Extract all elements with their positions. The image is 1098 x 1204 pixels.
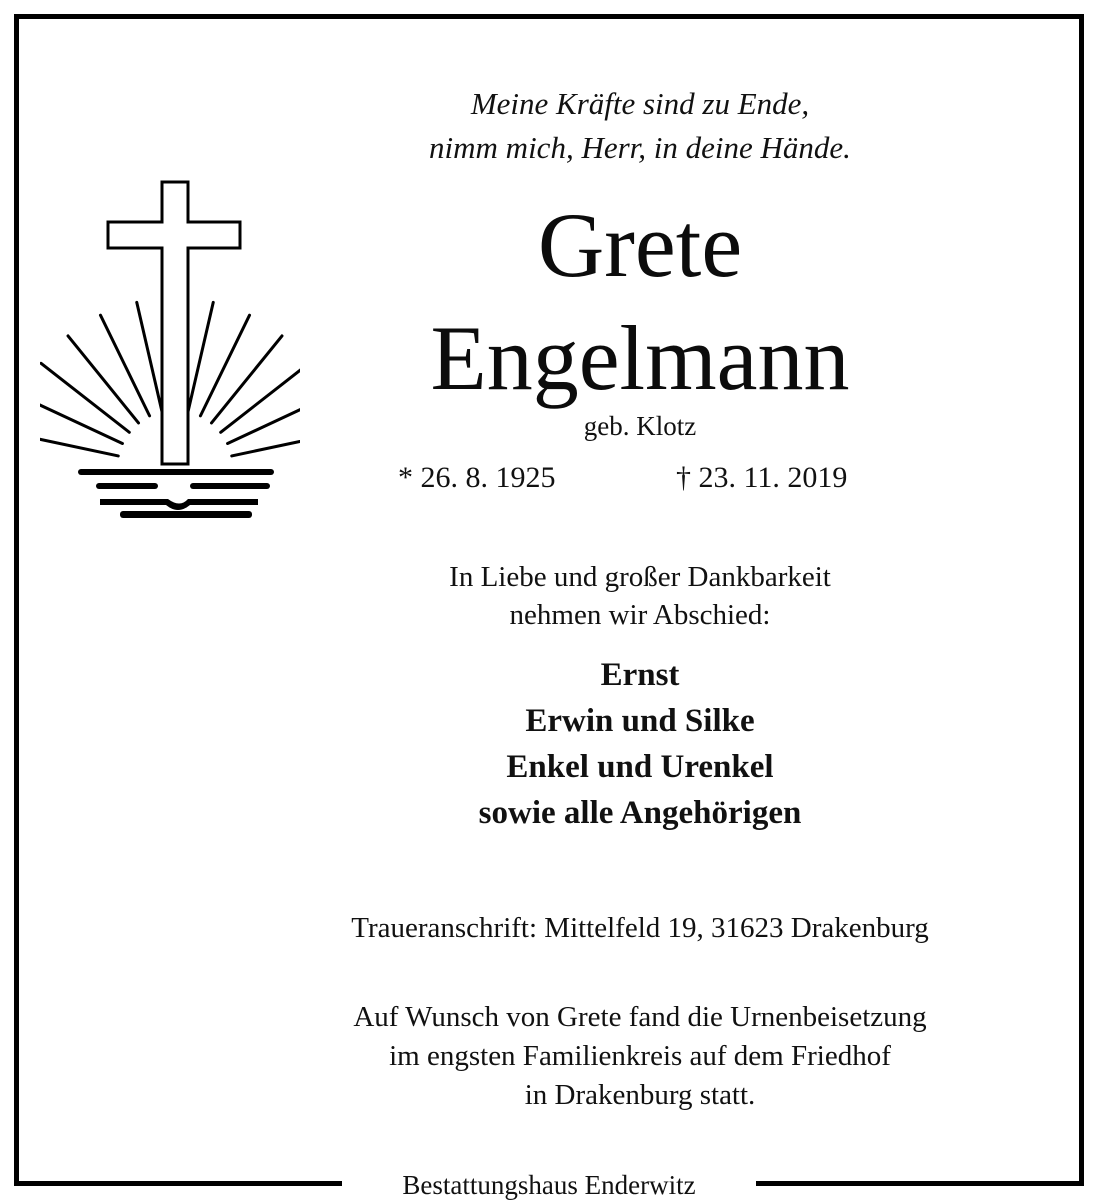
- funeral-home-name: Bestattungshaus Enderwitz: [402, 1170, 696, 1200]
- burial-notice: [230, 998, 1050, 1115]
- death-date: † 23. 11. 2019: [676, 461, 848, 494]
- mourning-address: Traueranschrift: Mittelfeld 19, 31623 Drakenburg: [351, 912, 929, 944]
- notice-line-2: im engsten Familienkreis auf dem Friedhof: [389, 1040, 891, 1072]
- intro-line-2: nehmen wir Abschied:: [509, 599, 771, 631]
- mourner-line: Erwin und Silke: [525, 703, 755, 739]
- sun-ray: [68, 336, 138, 423]
- cross-shape: [108, 182, 240, 464]
- notice-line-1: Auf Wunsch von Grete fand die Urnenbeisetzung: [353, 1001, 927, 1033]
- sun-ray: [41, 363, 129, 432]
- verse-line-2: nimm mich, Herr, in deine Hände.: [429, 130, 851, 165]
- mourner-line: Enkel und Urenkel: [506, 749, 774, 785]
- maiden-name: geb. Klotz: [583, 411, 697, 441]
- intro-line-1: In Liebe und großer Dankbarkeit: [449, 561, 831, 593]
- mourner-line: sowie alle Angehörigen: [478, 795, 802, 831]
- water-lines: [78, 469, 274, 518]
- last-name: Engelmann: [430, 307, 850, 409]
- notice-line-3: in Drakenburg statt.: [524, 1079, 756, 1111]
- farewell-intro: [230, 558, 1050, 634]
- bible-verse: [230, 82, 1050, 170]
- first-name: Grete: [537, 194, 743, 296]
- mourner-line: Ernst: [600, 657, 680, 693]
- mourners-list: [230, 652, 1050, 836]
- sun-ray: [40, 396, 122, 443]
- verse-line-1: Meine Kräfte sind zu Ende,: [470, 86, 810, 121]
- birth-date: * 26. 8. 1925: [398, 461, 556, 494]
